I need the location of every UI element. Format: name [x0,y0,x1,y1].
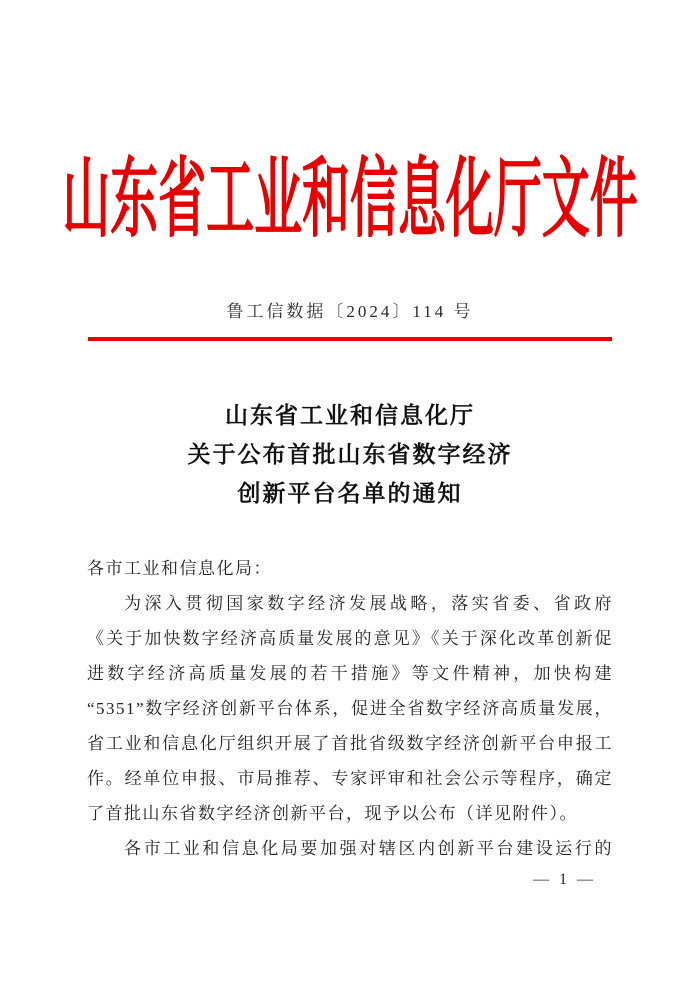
body-line: 各市工业和信息化局要加强对辖区内创新平台建设运行的 [124,839,613,858]
salutation-line: 各市工业和信息化局： [87,559,272,578]
red-divider-rule [88,337,612,341]
document-title-line-3: 创新平台名单的通知 [237,481,463,506]
page-number: — 1 — [533,871,596,888]
body-line: 省工业和信息化厅组织开展了首批省级数字经济创新平台申报工 [87,734,613,753]
body-line: 作。经单位申报、市局推荐、专家评审和社会公示等程序，确定 [87,769,613,788]
body-line: 了首批山东省数字经济创新平台，现予以公布（详见附件）。 [87,804,578,823]
document-title [0,396,700,513]
body-line: “5351”数字经济创新平台体系，促进全省数字经济高质量发展， [87,699,613,718]
document-body [87,551,613,866]
body-line: 为深入贯彻国家数字经济发展战略，落实省委、省政府 [124,594,613,613]
document-title-line-2: 关于公布首批山东省数字经济 [187,442,513,467]
red-header-banner: 山东省工业和信息化厅文件 [62,152,638,249]
body-line: 进数字经济高质量发展的若干措施》等文件精神，加快构建 [87,664,613,683]
document-number: 鲁工信数据〔2024〕114 号 [226,302,474,321]
body-line: 《关于加快数字经济高质量发展的意见》《关于深化改革创新促 [87,629,613,648]
document-title-line-1: 山东省工业和信息化厅 [225,403,475,428]
